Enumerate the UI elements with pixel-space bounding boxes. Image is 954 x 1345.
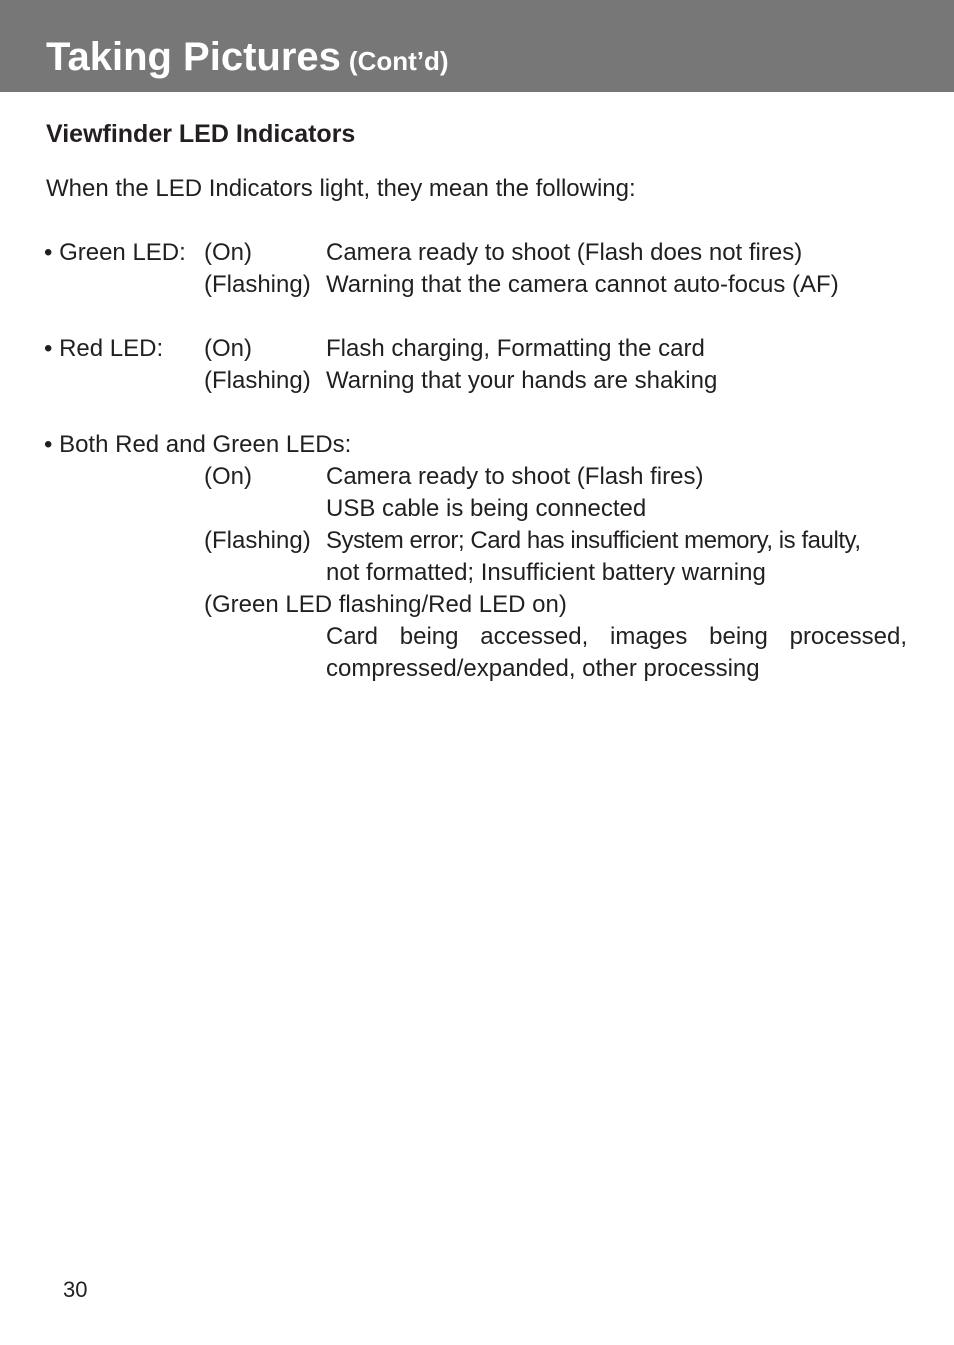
both-leds-flashing-description-line1: System error; Card has insufficient memory, is faulty, <box>326 527 861 554</box>
red-led-label: • Red LED: <box>44 335 164 362</box>
both-leds-green-flashing-red-on-description-line2: compressed/expanded, other processing <box>326 655 760 682</box>
red-led-flashing-state: (Flashing) <box>204 367 311 394</box>
both-leds-on-state: (On) <box>204 463 252 490</box>
page-title-suffix: (Cont’d) <box>348 46 449 76</box>
green-led-flashing-description: Warning that the camera cannot auto-focus (AF) <box>326 271 839 298</box>
section-heading: Viewfinder LED Indicators <box>46 120 356 148</box>
both-leds-green-flashing-red-on-state: (Green LED flashing/Red LED on) <box>204 591 567 618</box>
both-leds-flashing-state: (Flashing) <box>204 527 311 554</box>
page-title <box>46 34 449 84</box>
green-led-flashing-state: (Flashing) <box>204 271 311 298</box>
intro-text: When the LED Indicators light, they mean the following: <box>46 175 636 202</box>
page-number: 30 <box>63 1277 88 1302</box>
green-led-on-state: (On) <box>204 239 252 266</box>
both-leds-label: • Both Red and Green LEDs: <box>44 431 352 458</box>
page-title-text: Taking Pictures <box>46 35 341 79</box>
both-leds-flashing-description-line2: not formatted; Insufficient battery warning <box>326 559 766 586</box>
green-led-on-description: Camera ready to shoot (Flash does not fires) <box>326 239 803 266</box>
both-leds-on-description-line1: Camera ready to shoot (Flash fires) <box>326 463 704 490</box>
both-leds-green-flashing-red-on-description-line1: Card being accessed, images being processed, <box>326 623 907 650</box>
red-led-on-state: (On) <box>204 335 252 362</box>
red-led-flashing-description: Warning that your hands are shaking <box>326 367 718 394</box>
red-led-on-description: Flash charging, Formatting the card <box>326 335 705 362</box>
header-bar <box>0 0 954 92</box>
green-led-label: • Green LED: <box>44 239 186 266</box>
both-leds-on-description-line2: USB cable is being connected <box>326 495 647 522</box>
